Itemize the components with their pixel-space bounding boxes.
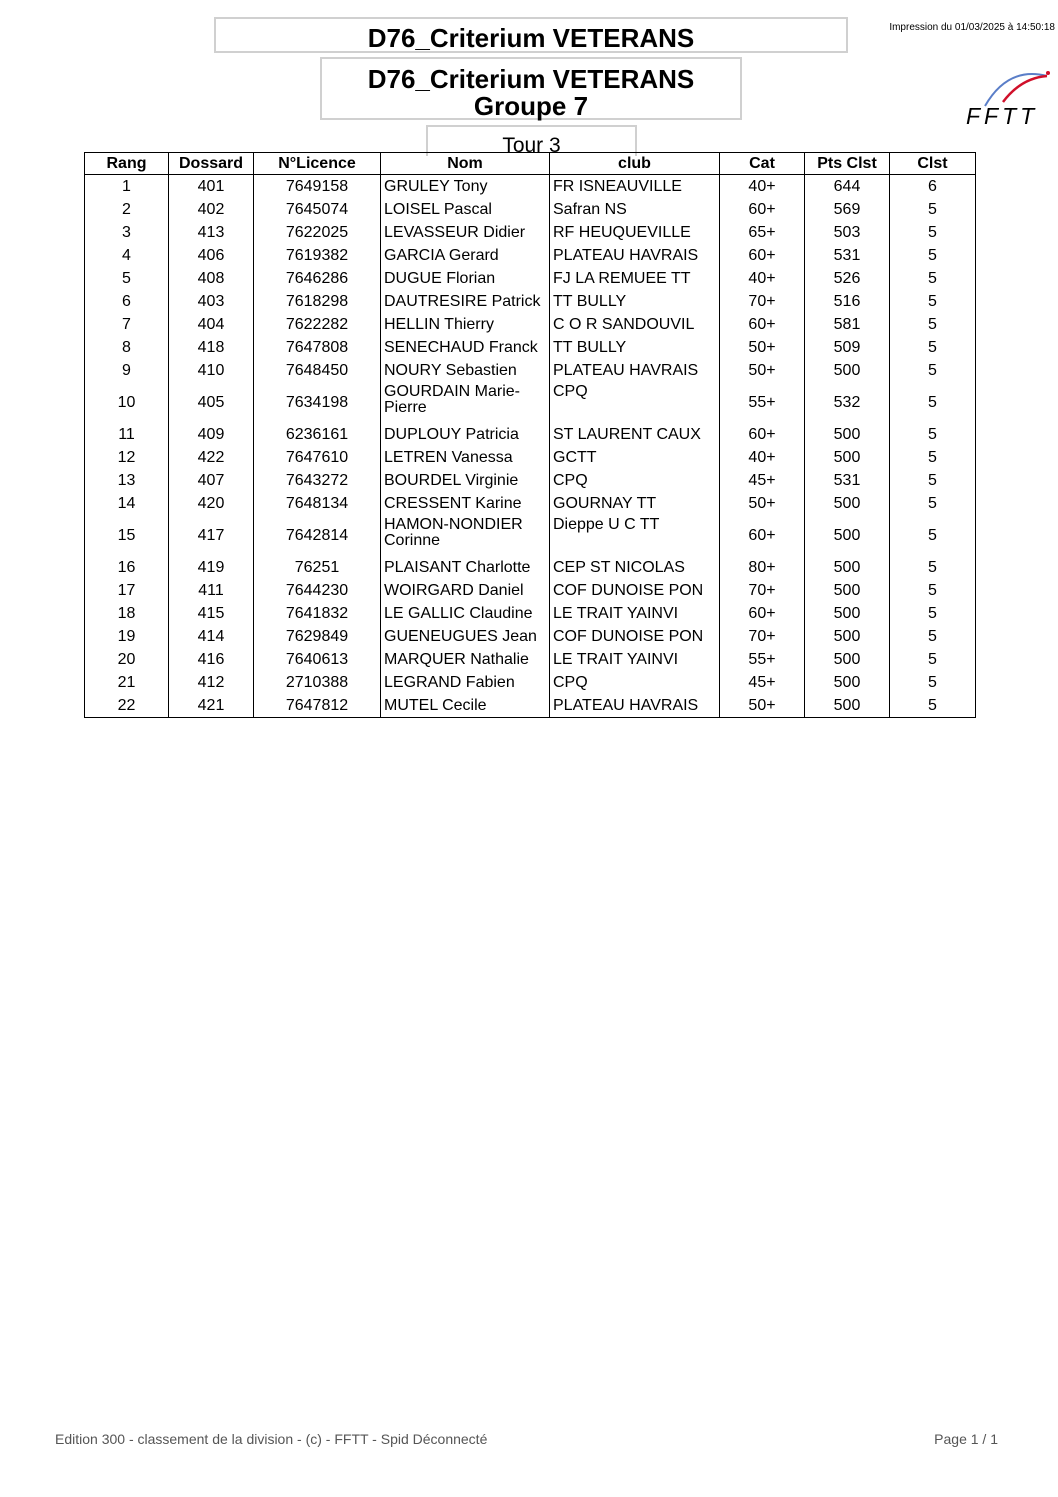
table-row bbox=[85, 221, 976, 244]
cell-clst: 5 bbox=[890, 469, 976, 492]
cell-cat: 70+ bbox=[720, 290, 805, 313]
cell-licence: 7629849 bbox=[254, 625, 381, 648]
cell-nom: SENECHAUD Franck bbox=[381, 336, 550, 359]
cell-cat: 60+ bbox=[720, 602, 805, 625]
table-row bbox=[85, 556, 976, 579]
cell-clst: 5 bbox=[890, 267, 976, 290]
cell-cat: 60+ bbox=[720, 198, 805, 221]
cell-rang: 21 bbox=[85, 671, 169, 694]
svg-text:FFTT: FFTT bbox=[966, 103, 1039, 128]
table-row bbox=[85, 336, 976, 359]
cell-rang: 15 bbox=[85, 515, 169, 556]
cell-rang: 5 bbox=[85, 267, 169, 290]
cell-rang: 8 bbox=[85, 336, 169, 359]
cell-licence: 7618298 bbox=[254, 290, 381, 313]
cell-licence: 7648134 bbox=[254, 492, 381, 515]
cell-cat: 50+ bbox=[720, 336, 805, 359]
cell-rang: 4 bbox=[85, 244, 169, 267]
cell-dossard: 405 bbox=[169, 382, 254, 423]
table-row bbox=[85, 244, 976, 267]
cell-rang: 18 bbox=[85, 602, 169, 625]
table-row bbox=[85, 492, 976, 515]
cell-dossard: 420 bbox=[169, 492, 254, 515]
cell-clst: 5 bbox=[890, 313, 976, 336]
footer-page-number: Page 1 / 1 bbox=[934, 1431, 998, 1447]
group-title-line2: Groupe 7 bbox=[473, 91, 589, 121]
cell-dossard: 410 bbox=[169, 359, 254, 382]
cell-dossard: 418 bbox=[169, 336, 254, 359]
column-header-rang: Rang bbox=[85, 153, 169, 175]
cell-club: C O R SANDOUVIL bbox=[550, 313, 720, 336]
cell-club: COF DUNOISE PON bbox=[550, 579, 720, 602]
cell-licence: 7647610 bbox=[254, 446, 381, 469]
cell-clst: 5 bbox=[890, 694, 976, 718]
cell-pts-clst: 500 bbox=[805, 602, 890, 625]
cell-nom: GOURDAIN Marie-Pierre bbox=[381, 382, 550, 423]
cell-pts-clst: 581 bbox=[805, 313, 890, 336]
cell-clst: 5 bbox=[890, 244, 976, 267]
table-row bbox=[85, 267, 976, 290]
cell-pts-clst: 500 bbox=[805, 359, 890, 382]
table-row bbox=[85, 671, 976, 694]
cell-rang: 19 bbox=[85, 625, 169, 648]
print-date: Impression du 01/03/2025 à 14:50:18 bbox=[889, 22, 1055, 33]
cell-cat: 60+ bbox=[720, 313, 805, 336]
ranking-table bbox=[84, 152, 976, 718]
cell-club: LE TRAIT YAINVI bbox=[550, 648, 720, 671]
cell-rang: 12 bbox=[85, 446, 169, 469]
document-title: D76_Criterium VETERANS bbox=[214, 17, 848, 53]
cell-clst: 6 bbox=[890, 175, 976, 199]
column-header-licence: N°Licence bbox=[254, 153, 381, 175]
cell-pts-clst: 500 bbox=[805, 556, 890, 579]
cell-nom: LE GALLIC Claudine bbox=[381, 602, 550, 625]
cell-dossard: 403 bbox=[169, 290, 254, 313]
cell-dossard: 402 bbox=[169, 198, 254, 221]
cell-rang: 14 bbox=[85, 492, 169, 515]
cell-nom: LEGRAND Fabien bbox=[381, 671, 550, 694]
cell-pts-clst: 500 bbox=[805, 423, 890, 446]
cell-clst: 5 bbox=[890, 602, 976, 625]
cell-dossard: 419 bbox=[169, 556, 254, 579]
cell-rang: 7 bbox=[85, 313, 169, 336]
cell-dossard: 411 bbox=[169, 579, 254, 602]
tour-label: Tour 3 bbox=[426, 125, 637, 156]
cell-dossard: 412 bbox=[169, 671, 254, 694]
cell-pts-clst: 526 bbox=[805, 267, 890, 290]
cell-clst: 5 bbox=[890, 671, 976, 694]
table-row bbox=[85, 579, 976, 602]
cell-nom: MUTEL Cecile bbox=[381, 694, 550, 718]
column-header-dossard: Dossard bbox=[169, 153, 254, 175]
table-row bbox=[85, 648, 976, 671]
cell-cat: 60+ bbox=[720, 515, 805, 556]
cell-nom: WOIRGARD Daniel bbox=[381, 579, 550, 602]
cell-clst: 5 bbox=[890, 198, 976, 221]
group-title-line1: D76_Criterium VETERANS bbox=[367, 64, 695, 94]
cell-pts-clst: 532 bbox=[805, 382, 890, 423]
cell-licence: 7647808 bbox=[254, 336, 381, 359]
column-header-cat: Cat bbox=[720, 153, 805, 175]
cell-dossard: 417 bbox=[169, 515, 254, 556]
cell-nom: HAMON-NONDIER Corinne bbox=[381, 515, 550, 556]
cell-cat: 50+ bbox=[720, 492, 805, 515]
cell-licence: 7640613 bbox=[254, 648, 381, 671]
cell-clst: 5 bbox=[890, 382, 976, 423]
table-row bbox=[85, 602, 976, 625]
cell-pts-clst: 500 bbox=[805, 446, 890, 469]
cell-rang: 11 bbox=[85, 423, 169, 446]
table-row bbox=[85, 469, 976, 492]
cell-clst: 5 bbox=[890, 648, 976, 671]
cell-nom: GARCIA Gerard bbox=[381, 244, 550, 267]
cell-nom: DUGUE Florian bbox=[381, 267, 550, 290]
cell-licence: 7622282 bbox=[254, 313, 381, 336]
table-row bbox=[85, 423, 976, 446]
column-header-pts-clst: Pts Clst bbox=[805, 153, 890, 175]
cell-licence: 76251 bbox=[254, 556, 381, 579]
cell-pts-clst: 503 bbox=[805, 221, 890, 244]
cell-pts-clst: 644 bbox=[805, 175, 890, 199]
cell-cat: 70+ bbox=[720, 579, 805, 602]
cell-cat: 40+ bbox=[720, 267, 805, 290]
cell-pts-clst: 531 bbox=[805, 244, 890, 267]
cell-cat: 70+ bbox=[720, 625, 805, 648]
cell-nom: MARQUER Nathalie bbox=[381, 648, 550, 671]
table-row bbox=[85, 359, 976, 382]
cell-club: TT BULLY bbox=[550, 336, 720, 359]
cell-clst: 5 bbox=[890, 492, 976, 515]
cell-pts-clst: 531 bbox=[805, 469, 890, 492]
cell-cat: 50+ bbox=[720, 694, 805, 718]
cell-pts-clst: 500 bbox=[805, 492, 890, 515]
cell-club: TT BULLY bbox=[550, 290, 720, 313]
cell-nom: GRULEY Tony bbox=[381, 175, 550, 199]
cell-dossard: 406 bbox=[169, 244, 254, 267]
cell-club: RF HEUQUEVILLE bbox=[550, 221, 720, 244]
cell-nom: BOURDEL Virginie bbox=[381, 469, 550, 492]
cell-rang: 1 bbox=[85, 175, 169, 199]
cell-rang: 17 bbox=[85, 579, 169, 602]
group-title bbox=[320, 57, 742, 120]
cell-pts-clst: 500 bbox=[805, 648, 890, 671]
cell-club: FJ LA REMUEE TT bbox=[550, 267, 720, 290]
cell-rang: 6 bbox=[85, 290, 169, 313]
cell-dossard: 415 bbox=[169, 602, 254, 625]
cell-nom: LOISEL Pascal bbox=[381, 198, 550, 221]
cell-nom: PLAISANT Charlotte bbox=[381, 556, 550, 579]
cell-dossard: 401 bbox=[169, 175, 254, 199]
cell-dossard: 404 bbox=[169, 313, 254, 336]
cell-pts-clst: 500 bbox=[805, 625, 890, 648]
cell-licence: 7642814 bbox=[254, 515, 381, 556]
cell-dossard: 409 bbox=[169, 423, 254, 446]
cell-pts-clst: 569 bbox=[805, 198, 890, 221]
column-header-clst: Clst bbox=[890, 153, 976, 175]
cell-nom: HELLIN Thierry bbox=[381, 313, 550, 336]
cell-clst: 5 bbox=[890, 625, 976, 648]
cell-pts-clst: 500 bbox=[805, 579, 890, 602]
cell-licence: 2710388 bbox=[254, 671, 381, 694]
cell-licence: 7643272 bbox=[254, 469, 381, 492]
cell-nom: DAUTRESIRE Patrick bbox=[381, 290, 550, 313]
cell-club: CPQ bbox=[550, 671, 720, 694]
cell-cat: 45+ bbox=[720, 671, 805, 694]
table-row bbox=[85, 290, 976, 313]
cell-dossard: 414 bbox=[169, 625, 254, 648]
cell-club: CEP ST NICOLAS bbox=[550, 556, 720, 579]
cell-dossard: 408 bbox=[169, 267, 254, 290]
cell-cat: 65+ bbox=[720, 221, 805, 244]
fftt-logo bbox=[963, 66, 1055, 128]
cell-dossard: 421 bbox=[169, 694, 254, 718]
cell-club: GOURNAY TT bbox=[550, 492, 720, 515]
cell-cat: 55+ bbox=[720, 382, 805, 423]
table-row bbox=[85, 515, 976, 556]
cell-clst: 5 bbox=[890, 515, 976, 556]
cell-club: CPQ bbox=[550, 382, 720, 423]
cell-nom: LEVASSEUR Didier bbox=[381, 221, 550, 244]
cell-clst: 5 bbox=[890, 290, 976, 313]
cell-pts-clst: 500 bbox=[805, 671, 890, 694]
column-header-club: club bbox=[550, 153, 720, 175]
cell-club: PLATEAU HAVRAIS bbox=[550, 359, 720, 382]
table-row bbox=[85, 313, 976, 336]
cell-licence: 7648450 bbox=[254, 359, 381, 382]
cell-nom: GUENEUGUES Jean bbox=[381, 625, 550, 648]
cell-licence: 7644230 bbox=[254, 579, 381, 602]
cell-club: LE TRAIT YAINVI bbox=[550, 602, 720, 625]
cell-club: ST LAURENT CAUX bbox=[550, 423, 720, 446]
cell-licence: 7645074 bbox=[254, 198, 381, 221]
cell-nom: DUPLOUY Patricia bbox=[381, 423, 550, 446]
cell-club: Dieppe U C TT bbox=[550, 515, 720, 556]
cell-club: FR ISNEAUVILLE bbox=[550, 175, 720, 199]
footer-edition: Edition 300 - classement de la division - (c) - FFTT - Spid Déconnecté bbox=[55, 1431, 488, 1447]
table-row bbox=[85, 175, 976, 199]
cell-clst: 5 bbox=[890, 446, 976, 469]
column-header-nom: Nom bbox=[381, 153, 550, 175]
cell-dossard: 422 bbox=[169, 446, 254, 469]
cell-cat: 40+ bbox=[720, 175, 805, 199]
cell-clst: 5 bbox=[890, 336, 976, 359]
table-row bbox=[85, 198, 976, 221]
cell-licence: 7641832 bbox=[254, 602, 381, 625]
cell-clst: 5 bbox=[890, 579, 976, 602]
cell-licence: 7619382 bbox=[254, 244, 381, 267]
cell-licence: 7646286 bbox=[254, 267, 381, 290]
cell-cat: 40+ bbox=[720, 446, 805, 469]
table-header-row bbox=[85, 153, 976, 175]
cell-clst: 5 bbox=[890, 359, 976, 382]
cell-cat: 55+ bbox=[720, 648, 805, 671]
cell-club: PLATEAU HAVRAIS bbox=[550, 244, 720, 267]
cell-club: PLATEAU HAVRAIS bbox=[550, 694, 720, 718]
cell-rang: 10 bbox=[85, 382, 169, 423]
table-row bbox=[85, 625, 976, 648]
cell-pts-clst: 509 bbox=[805, 336, 890, 359]
cell-cat: 60+ bbox=[720, 423, 805, 446]
cell-cat: 45+ bbox=[720, 469, 805, 492]
cell-club: Safran NS bbox=[550, 198, 720, 221]
table-row bbox=[85, 446, 976, 469]
cell-nom: NOURY Sebastien bbox=[381, 359, 550, 382]
cell-licence: 7622025 bbox=[254, 221, 381, 244]
cell-cat: 50+ bbox=[720, 359, 805, 382]
cell-pts-clst: 516 bbox=[805, 290, 890, 313]
cell-rang: 13 bbox=[85, 469, 169, 492]
cell-clst: 5 bbox=[890, 423, 976, 446]
cell-rang: 3 bbox=[85, 221, 169, 244]
cell-club: COF DUNOISE PON bbox=[550, 625, 720, 648]
cell-rang: 2 bbox=[85, 198, 169, 221]
cell-nom: LETREN Vanessa bbox=[381, 446, 550, 469]
table-row bbox=[85, 382, 976, 423]
cell-pts-clst: 500 bbox=[805, 694, 890, 718]
cell-rang: 9 bbox=[85, 359, 169, 382]
cell-pts-clst: 500 bbox=[805, 515, 890, 556]
cell-rang: 20 bbox=[85, 648, 169, 671]
cell-rang: 22 bbox=[85, 694, 169, 718]
cell-nom: CRESSENT Karine bbox=[381, 492, 550, 515]
cell-rang: 16 bbox=[85, 556, 169, 579]
cell-clst: 5 bbox=[890, 556, 976, 579]
cell-licence: 7649158 bbox=[254, 175, 381, 199]
cell-dossard: 416 bbox=[169, 648, 254, 671]
cell-licence: 7647812 bbox=[254, 694, 381, 718]
cell-cat: 60+ bbox=[720, 244, 805, 267]
cell-club: GCTT bbox=[550, 446, 720, 469]
cell-club: CPQ bbox=[550, 469, 720, 492]
cell-dossard: 407 bbox=[169, 469, 254, 492]
cell-dossard: 413 bbox=[169, 221, 254, 244]
cell-cat: 80+ bbox=[720, 556, 805, 579]
cell-clst: 5 bbox=[890, 221, 976, 244]
cell-licence: 7634198 bbox=[254, 382, 381, 423]
table-row bbox=[85, 694, 976, 718]
cell-licence: 6236161 bbox=[254, 423, 381, 446]
